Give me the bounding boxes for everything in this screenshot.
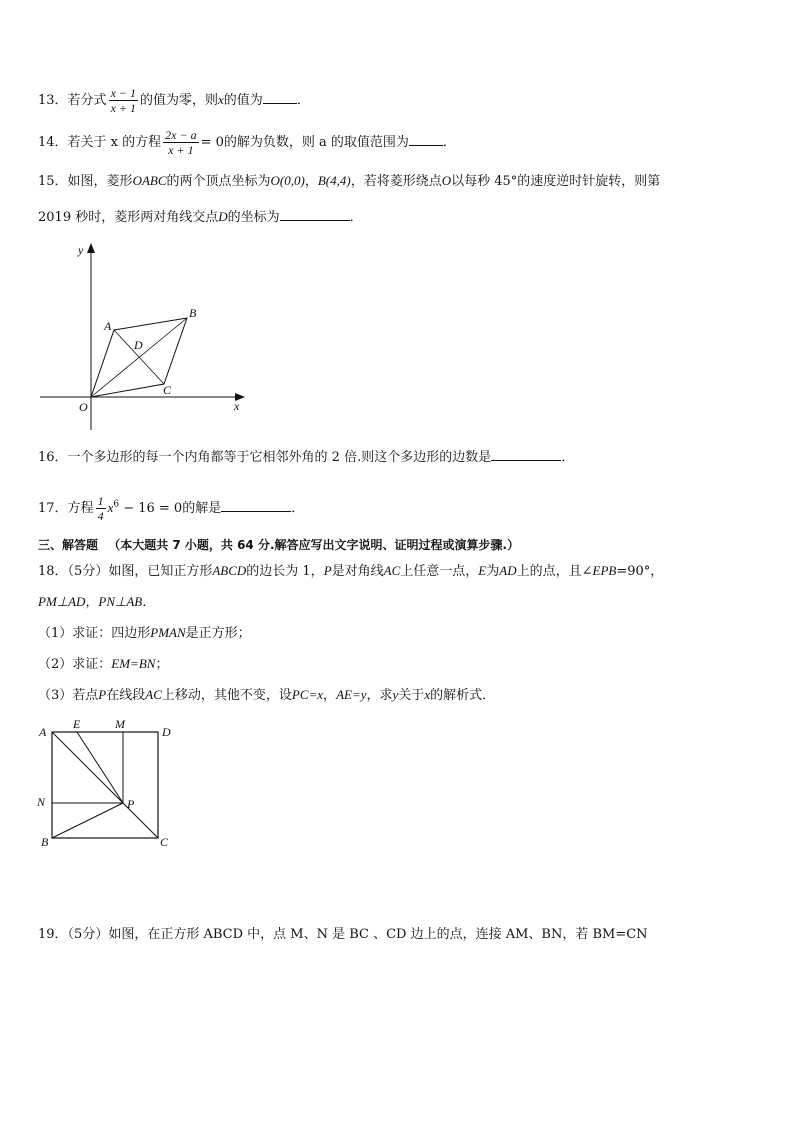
q15-d: D bbox=[218, 209, 228, 224]
q18-abcd: ABCD bbox=[212, 563, 247, 578]
q18-sub3-pc: PC=x bbox=[291, 687, 324, 702]
q13-mid: 的值为零，则 bbox=[140, 93, 219, 108]
q17-frac-num: 1 bbox=[97, 494, 104, 508]
q14-prefix: 若关于 x 的方程 bbox=[67, 135, 162, 150]
q15-text-d: 以每秒 45°的速度逆时针旋转，则第 bbox=[451, 174, 661, 189]
question-18-sub-3 bbox=[38, 686, 495, 705]
q18-sub3-b: 在线段 bbox=[106, 688, 146, 703]
question-18-sub-2 bbox=[38, 655, 168, 674]
question-14 bbox=[38, 128, 456, 157]
label-b: B bbox=[41, 835, 49, 849]
q15-text-a: 如图，菱形 bbox=[67, 174, 133, 189]
section-3-header bbox=[38, 536, 519, 554]
q16-end: ． bbox=[561, 450, 575, 465]
q14-eq: = 0 bbox=[200, 135, 224, 150]
q18-ad: AD bbox=[499, 563, 517, 578]
q13-var: x bbox=[218, 92, 224, 107]
label-a: A bbox=[39, 725, 47, 739]
section-3-title: 三、解答题 bbox=[38, 538, 99, 552]
q18-e: E bbox=[478, 563, 487, 578]
q15-number: 15． bbox=[38, 174, 68, 189]
q18-sub2-a: （2）求证： bbox=[38, 657, 112, 672]
q18-sub3-a: （3）若点 bbox=[38, 688, 99, 703]
q18-ac: AC bbox=[383, 563, 401, 578]
q18-sub2-b: ； bbox=[155, 657, 169, 672]
q18-text-c: 是对角线 bbox=[331, 564, 384, 579]
label-c: C bbox=[163, 383, 172, 397]
q14-frac-den: x + 1 bbox=[168, 143, 194, 157]
q17-x: x bbox=[107, 500, 114, 515]
q18-sub1-a: （1）求证：四边形 bbox=[38, 626, 151, 641]
q18-sub3-ae: AE=y bbox=[336, 687, 367, 702]
q17-exponent: 6 bbox=[113, 499, 120, 510]
q18-sub3-p: P bbox=[98, 687, 107, 702]
q17-answer-blank[interactable] bbox=[221, 499, 291, 512]
diagonal-ac bbox=[52, 732, 158, 838]
question-19: 19．（5分）如图，在正方形 ABCD 中，点 M、N 是 BC 、CD 边上的点，连接 AM、BN，若 BM=CN bbox=[38, 927, 648, 942]
q18-p: P bbox=[323, 563, 332, 578]
q15-text-f: 的坐标为 bbox=[227, 210, 280, 225]
q18-sub1-b: 是正方形； bbox=[185, 626, 251, 641]
q17-fraction bbox=[96, 494, 106, 523]
label-e: E bbox=[73, 717, 81, 731]
q18-epb: EPB bbox=[592, 563, 617, 578]
q15-oabc: OABC bbox=[132, 173, 167, 188]
q17-expr-rest: − 16 = 0 bbox=[119, 501, 183, 516]
q17-number: 17． bbox=[38, 501, 68, 516]
q15-point-b: B(4,4) bbox=[317, 173, 351, 188]
question-16 bbox=[38, 448, 574, 467]
label-c: C bbox=[160, 835, 169, 849]
q13-frac-num: x − 1 bbox=[110, 86, 136, 100]
q14-frac-num: 2x − a bbox=[165, 128, 197, 142]
q16-text: 一个多边形的每一个内角都等于它相邻外角的 2 倍.则这个多边形的边数是 bbox=[67, 450, 492, 465]
q13-number: 13． bbox=[38, 93, 68, 108]
label-o: O bbox=[79, 400, 88, 414]
segment-pb bbox=[52, 803, 123, 838]
q15-end: ． bbox=[349, 210, 363, 225]
q13-fraction bbox=[109, 86, 138, 115]
figure-15-rhombus bbox=[34, 238, 254, 438]
q13-prefix: 若分式 bbox=[67, 93, 107, 108]
q18-em-bn: EM=BN bbox=[111, 656, 156, 671]
label-m: M bbox=[115, 717, 125, 731]
q18-sub3-x: x bbox=[424, 687, 431, 702]
q15-point-o: O(0,0) bbox=[270, 173, 305, 188]
q14-number: 14． bbox=[38, 135, 68, 150]
q16-number: 16． bbox=[38, 450, 68, 465]
label-d: D bbox=[162, 725, 171, 739]
q14-suffix: 的解为负数，则 a 的取值范围为 bbox=[223, 135, 409, 150]
q18-sub3-g: 的解析式． bbox=[430, 688, 496, 703]
q15-answer-blank[interactable] bbox=[280, 208, 350, 221]
q18-sub3-f: 关于 bbox=[398, 688, 425, 703]
q18-sub3-e: ，求 bbox=[366, 688, 393, 703]
q18-text-a: 18．（5分）如图，已知正方形 bbox=[38, 564, 213, 579]
segment-pe bbox=[77, 732, 123, 803]
question-13 bbox=[38, 86, 310, 115]
q18-sub3-ac: AC bbox=[145, 687, 162, 702]
q17-suffix: 的解是 bbox=[182, 501, 222, 516]
q18-text-d: 上任意一点， bbox=[400, 564, 479, 579]
q15-comma: ， bbox=[304, 174, 318, 189]
q14-fraction bbox=[163, 128, 198, 157]
label-n: N bbox=[37, 795, 46, 809]
question-18-line-2: PM⊥AD，PN⊥AB． bbox=[38, 594, 156, 609]
q18-text-e: 为 bbox=[486, 564, 500, 579]
q14-end: ． bbox=[442, 135, 456, 150]
label-p: P bbox=[127, 797, 135, 811]
q18-sub3-d: ， bbox=[323, 688, 337, 703]
q18-sub3-c: 上移动，其他不变，设 bbox=[161, 688, 292, 703]
question-18-sub-1 bbox=[38, 624, 251, 643]
q13-answer-blank[interactable] bbox=[263, 91, 297, 104]
q15-o: O bbox=[441, 173, 452, 188]
label-d: D bbox=[134, 338, 143, 352]
q13-end: ． bbox=[296, 93, 310, 108]
label-y: y bbox=[78, 243, 84, 257]
q15-text-b: 的两个顶点坐标为 bbox=[166, 174, 271, 189]
question-15-line-1 bbox=[38, 172, 660, 191]
q16-answer-blank[interactable] bbox=[491, 448, 561, 461]
q15-text-c: ，若将菱形绕点 bbox=[350, 174, 442, 189]
question-18-line-1 bbox=[38, 562, 663, 581]
section-3-note: （本大题共 7 小题，共 64 分.解答应写出文字说明、证明过程或演算步骤.） bbox=[108, 538, 520, 552]
label-b: B bbox=[189, 306, 197, 320]
label-x: x bbox=[234, 399, 240, 413]
question-15-line-2 bbox=[38, 208, 363, 227]
q14-answer-blank[interactable] bbox=[409, 133, 443, 146]
q18-pman: PMAN bbox=[150, 625, 186, 640]
q15-text-e: 2019 秒时，菱形两对角线交点 bbox=[38, 210, 219, 225]
q17-prefix: 方程 bbox=[67, 501, 94, 516]
q18-text-g: =90°， bbox=[616, 564, 664, 579]
q17-frac-den: 4 bbox=[97, 509, 104, 523]
q18-sub3-y: y bbox=[392, 687, 399, 702]
figure-18-square bbox=[34, 716, 184, 852]
label-a: A bbox=[104, 319, 112, 333]
q18-text-b: 的边长为 1， bbox=[246, 564, 324, 579]
question-17 bbox=[38, 494, 304, 523]
q13-suffix: 的值为 bbox=[223, 93, 263, 108]
q17-end: ． bbox=[291, 501, 305, 516]
q18-text-f: 上的点，且∠ bbox=[516, 564, 593, 579]
q13-frac-den: x + 1 bbox=[110, 101, 136, 115]
